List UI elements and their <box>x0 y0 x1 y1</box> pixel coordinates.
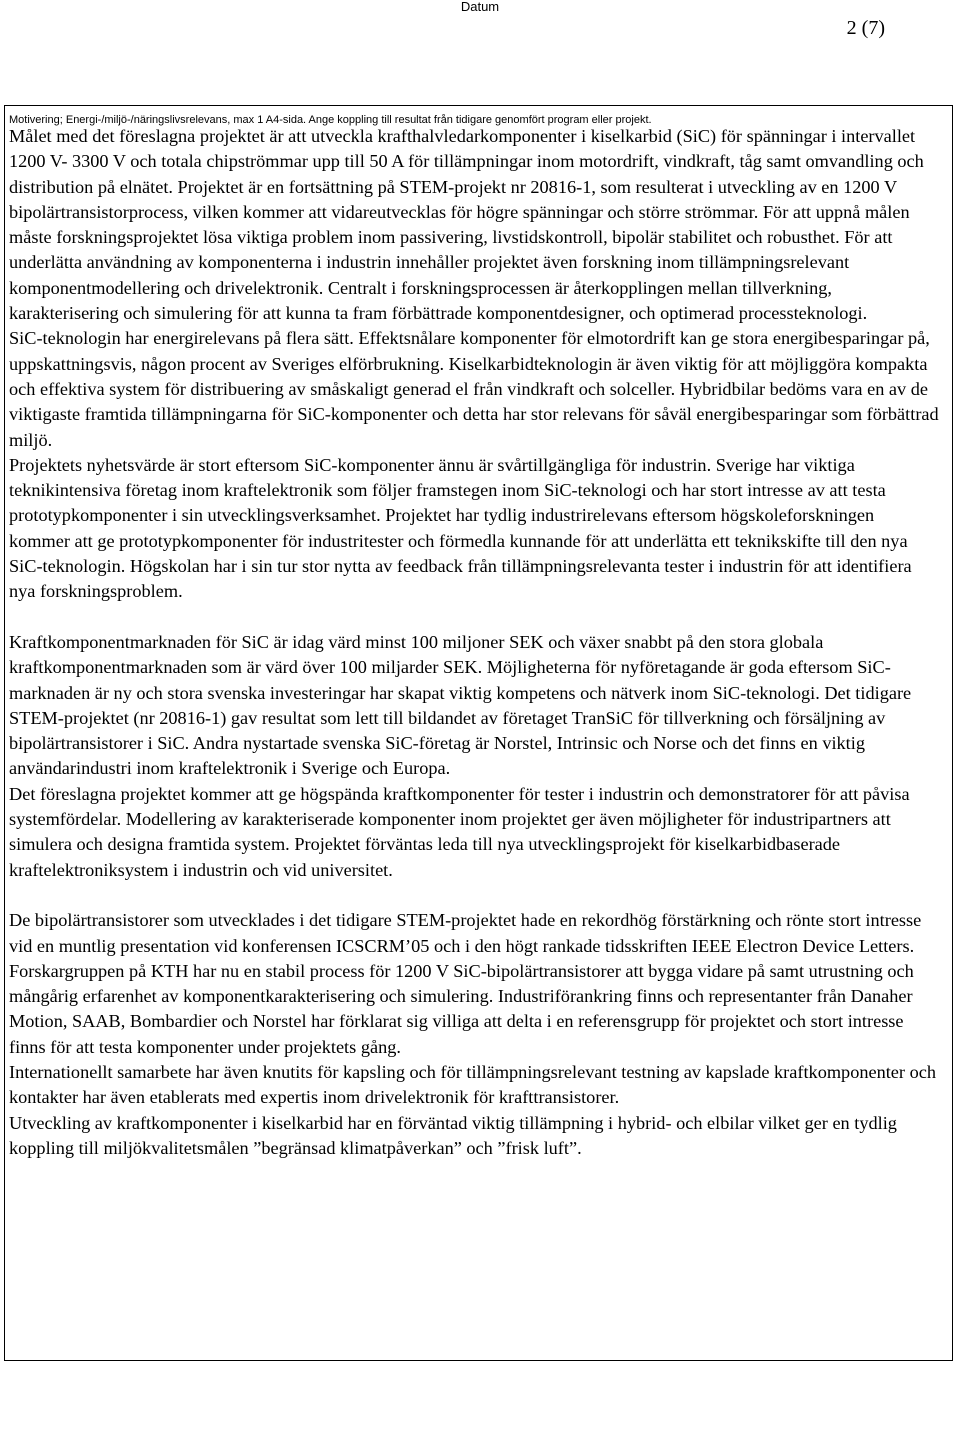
paragraph-international-cooperation: Internationellt samarbete har även knutits för kapsling och för tillämpningsrelevant testning av kapslade kraftkomponenter och kontakter har även etablerats med expertis inom drivelektronik för krafttransistorer. <box>9 1061 936 1108</box>
paragraph-expected-results: Det föreslagna projektet kommer att ge högspända kraftkomponenter för tester i industrin och demonstratorer för att påvisa systemfördelar. Modellering av karakteriserade komponenter inom projektet ger även möjligheter för industripartners att simulera och designa framtida system. Projektet förväntas leda till nya utvecklingsprojekt för kiselkarbidbaserade kraftelektroniksystem i industrin och vid universitet. <box>9 783 910 880</box>
paragraph-novelty: Projektets nyhetsvärde är stort eftersom SiC-komponenter ännu är svårtillgängliga för industrin. Sverige har viktiga teknikintensiva företag inom kraftelektronik som följer framstegen inom SiC-teknologi och har stort intresse av att testa prototypkomponenter i sin utvecklingsverksamhet. Projektet har tydlig industrirelevans eftersom högskoleforskningen kommer att ge prototypkomponenter för industritester och förmedla kunnande för att underlätta ett teknikskifte till den nya SiC-teknologin. Högskolan har i sin tur stor nytta av feedback från tillämpningsrelevanta tester i industrin för att identifiera nya forskningsproblem. <box>9 454 912 602</box>
paragraph-market: Kraftkomponentmarknaden för SiC är idag värd minst 100 miljoner SEK och växer snabbt på den stora globala kraftkomponentmarknaden som är värd över 100 miljarder SEK. Möjligheterna för nyföretagande är goda eftersom SiC-marknaden är ny och stora svenska investeringar har skapat viktig kompetens och nätverk inom SiC-teknologi. Det tidigare STEM-projektet (nr 20816-1) gav resultat som lett till bildandet av företaget TranSiC för tillverkning och försäljning av bipolärtransistorer i SiC. Andra nystartade svenska SiC-företag är Norstel, Intrinsic och Norse och det finns en viktig användarindustri inom kraftelektronik i Sverige och Europa. <box>9 631 912 779</box>
page-number: 2 (7) <box>846 17 885 39</box>
section-label: Motivering; Energi-/miljö-/näringslivsrelevans, max 1 A4-sida. Ange koppling till resultat från tidigare genomfört program eller projekt. <box>9 114 652 126</box>
paragraph-previous-results: De bipolärtransistorer som utvecklades i det tidigare STEM-projektet hade en rekordhög förstärkning och rönte stort intresse vid en muntlig presentation vid konferensen ICSCRM’05 och i den högt rankade tidsskriften IEEE Electron Device Letters. Forskargruppen på KTH har nu en stabil process för 1200 V SiC-bipolärtransistorer att bygga vidare på samt utrustning och mångårig erfarenhet av komponentkarakterisering och simulering. Industriförankring finns och representanter från Danaher Motion, SAAB, Bombardier och Norstel har förklarat sig villiga att delta i en referensgrupp för projektet och stort intresse finns för att testa komponenter under projektets gång. <box>9 910 922 1057</box>
section-body <box>9 124 939 1161</box>
paragraph-environmental-link: Utveckling av kraftkomponenter i kiselkarbid har en förväntad viktig tillämpning i hybrid- och elbilar vilket ger en tydlig koppling till miljökvalitetsmålen ”begränsad klimatpåverkan” och ”frisk luft”. <box>9 1112 897 1158</box>
header-date-label: Datum <box>460 0 500 14</box>
paragraph-goal: Målet med det föreslagna projektet är att utveckla krafthalvledarkomponenter i kiselkarbid (SiC) för spänningar i intervallet 1200 V- 3300 V och totala chipströmmar upp till 50 A för tillämpningar inom motordrift, vindkraft, tåg samt omvandling och distribution på elnätet. Projektet är en fortsättning på STEM-projekt nr 20816-1, som resulterat i utveckling av en 1200 V bipolärtransistorprocess, vilken kommer att vidareutvecklas för högre spänningar och större strömmar. För att uppnå målen måste forskningsprojektet lösa viktiga problem inom passivering, livstidskontroll, bipolär stabilitet och robusthet. För att underlätta användning av komponenterna i industrin innehåller projektet även forskning inom tillämpningsrelevant komponentmodellering och drivelektronik. Centralt i forskningsprocessen är återkopplingen mellan tillverkning, karakterisering och simulering för att kunna ta fram förbättrade komponentdesigner, och optimerad processteknologi. <box>9 126 924 324</box>
paragraph-energy-relevance: SiC-teknologin har energirelevans på flera sätt. Effektsnålare komponenter för elmotordrift kan ge stora energibesparingar på, uppskattningsvis, någon procent av Sveriges elförbrukning. Kiselkarbidteknologin är även viktig för att möjliggöra kompakta och effektiva system för distribuering av småskaligt generad el från vindkraft och solceller. Hybridbilar bedöms vara en av de viktigaste framtida tillämpningarna för SiC-komponenter och detta har stor relevans för såväl energibesparingar som förbättrad miljö. <box>9 328 939 450</box>
